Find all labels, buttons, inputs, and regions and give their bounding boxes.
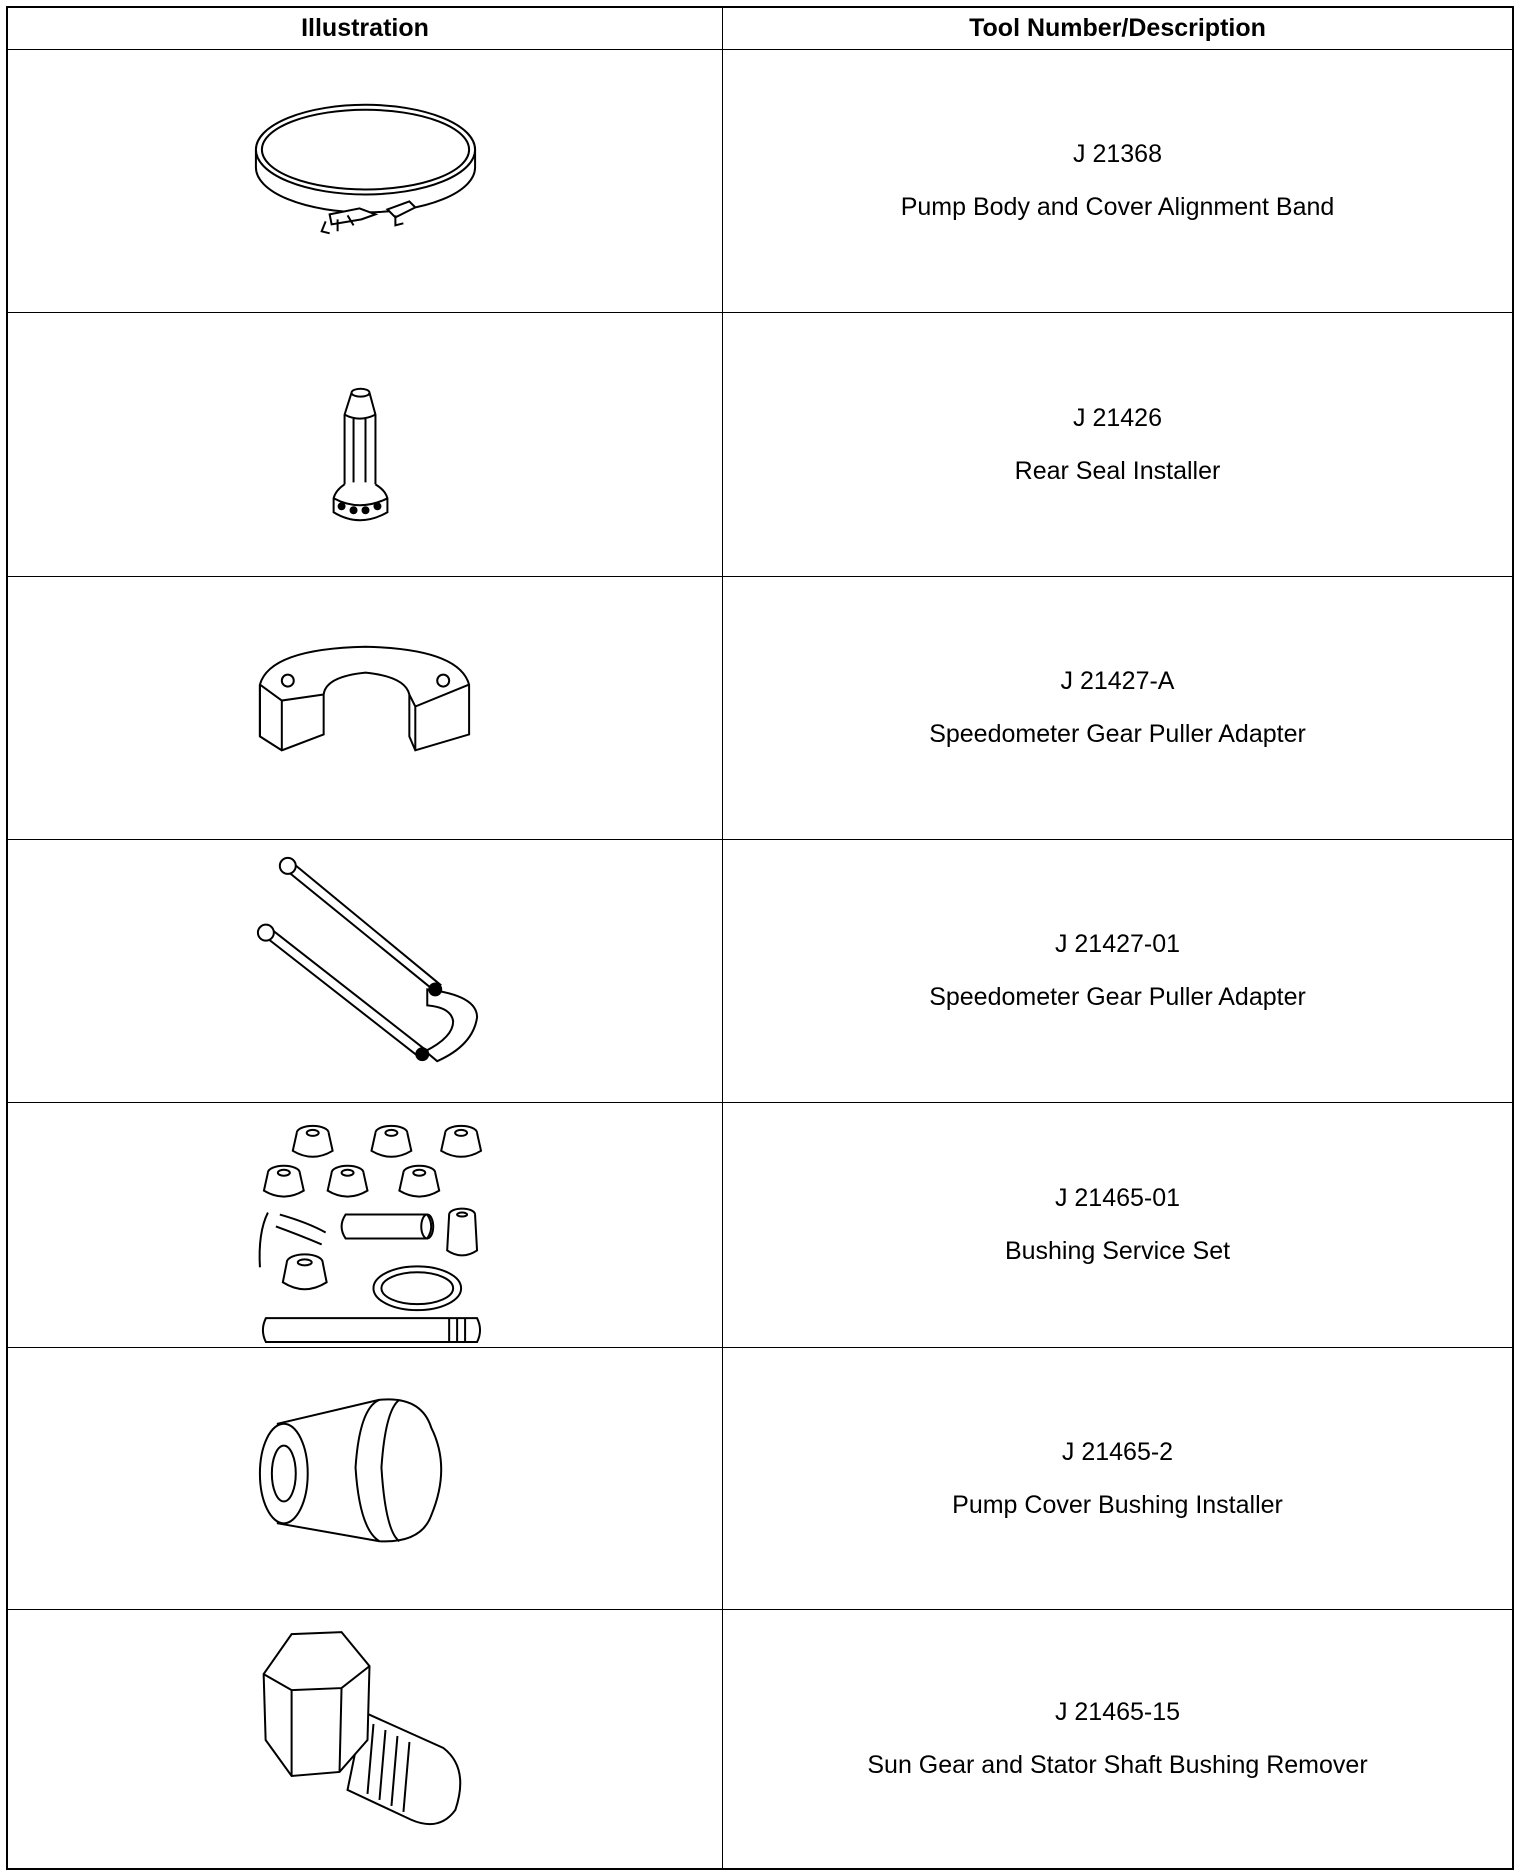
tool-description: Speedometer Gear Puller Adapter <box>929 720 1306 748</box>
description-cell <box>723 50 1512 312</box>
description-cell <box>723 577 1512 839</box>
tool-number: J 21465-15 <box>1054 1698 1181 1726</box>
illustration-cell <box>8 577 723 839</box>
tool-description: Pump Body and Cover Alignment Band <box>900 193 1335 221</box>
tool-description: Speedometer Gear Puller Adapter <box>929 983 1306 1011</box>
table-row <box>8 1610 1512 1868</box>
table-row <box>8 1103 1512 1348</box>
description-cell <box>723 313 1512 576</box>
description-cell <box>723 1103 1512 1347</box>
table-row <box>8 50 1512 313</box>
illustration-cell <box>8 50 723 312</box>
table-row <box>8 1348 1512 1610</box>
illustration-cell <box>8 840 723 1102</box>
puller-adapter-icon <box>8 577 722 839</box>
tool-description: Rear Seal Installer <box>1014 456 1221 485</box>
header-illustration: Illustration <box>8 8 723 49</box>
header-tool-description: Tool Number/Description <box>969 14 1266 42</box>
table-row <box>8 840 1512 1103</box>
tool-description: Sun Gear and Stator Shaft Bushing Remover <box>867 1751 1368 1779</box>
table-row <box>8 577 1512 840</box>
puller-adapter-rods-icon <box>8 840 722 1102</box>
bushing-installer-icon <box>8 1348 722 1609</box>
illustration-cell <box>8 1348 723 1609</box>
bushing-remover-icon <box>8 1610 722 1868</box>
tool-number: J 21427-A <box>1060 667 1175 695</box>
seal-installer-icon <box>8 313 722 576</box>
tool-number: J 21465-01 <box>1054 1184 1181 1212</box>
description-cell <box>723 1610 1512 1868</box>
illustration-cell <box>8 1610 723 1868</box>
tool-description: Pump Cover Bushing Installer <box>952 1490 1283 1519</box>
illustration-cell <box>8 313 723 576</box>
table-header-row <box>8 8 1512 50</box>
description-cell <box>723 1348 1512 1609</box>
tools-table <box>6 6 1514 1870</box>
table-row <box>8 313 1512 577</box>
illustration-cell <box>8 1103 723 1347</box>
description-cell <box>723 840 1512 1102</box>
tool-number: J 21427-01 <box>1054 930 1181 958</box>
tool-number: J 21465-2 <box>1061 1437 1174 1466</box>
tool-number: J 21426 <box>1073 403 1162 432</box>
tool-description: Bushing Service Set <box>1004 1237 1231 1265</box>
bushing-set-icon <box>8 1103 722 1347</box>
alignment-band-icon <box>8 50 722 312</box>
tool-number: J 21368 <box>1073 140 1162 168</box>
